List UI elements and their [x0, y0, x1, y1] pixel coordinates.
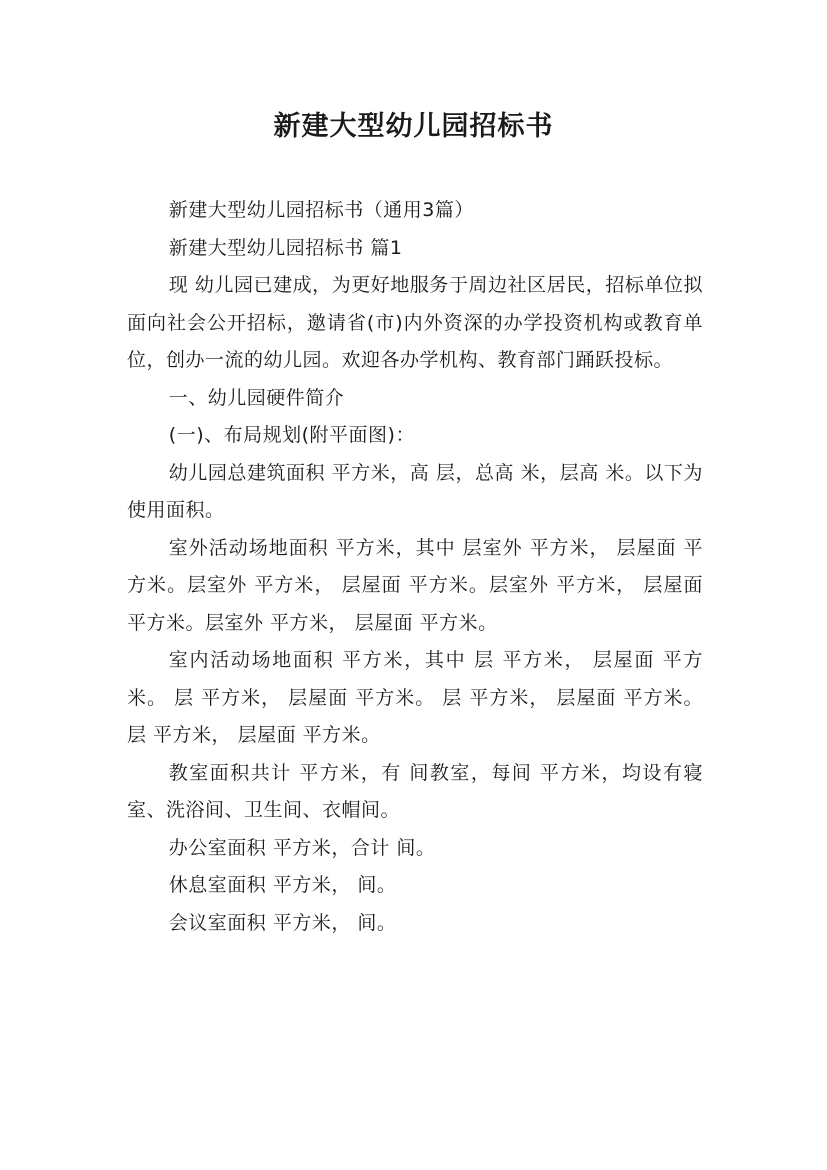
section-heading: 新建大型幼儿园招标书 篇1	[168, 236, 403, 259]
intro-paragraph: 现 幼儿园已建成，为更好地服务于周边社区居民，招标单位拟面向社会公开招标，邀请省(市)内外资深的办学投资机构或教育单位，创办一流的幼儿园。欢迎各办学机构、教育部门踊跃投标。	[127, 274, 703, 371]
paragraph: 幼儿园总建筑面积 平方米，高 层，总高 米，层高 米。以下为使用面积。	[127, 461, 703, 521]
paragraph: 室内活动场地面积 平方米，其中 层 平方米， 层屋面 平方米。 层 平方米， 层屋面 平方米。 层 平方米， 层屋面 平方米。 层 平方米， 层屋面 平方米。	[127, 649, 703, 746]
document-title: 新建大型幼儿园招标书	[273, 111, 554, 142]
paragraph: 休息室面积 平方米， 间。	[168, 874, 397, 896]
paragraph: 会议室面积 平方米， 间。	[168, 911, 397, 934]
chapter-heading: 一、幼儿园硬件简介	[168, 386, 345, 409]
paragraph: 室外活动场地面积 平方米，其中 层室外 平方米， 层屋面 平方米。层室外 平方米， 层屋面 平方米。层室外 平方米， 层屋面 平方米。层室外 平方米， 层屋面 平方米。	[127, 536, 703, 634]
subsection-heading: (一)、布局规划(附平面图)：	[168, 424, 415, 446]
document-body	[127, 192, 703, 942]
paragraph: 办公室面积 平方米，合计 间。	[168, 836, 436, 859]
subtitle-paragraph: 新建大型幼儿园招标书（通用3篇）	[168, 199, 474, 221]
paragraph: 教室面积共计 平方米，有 间教室，每间 平方米，均设有寝室、洗浴间、卫生间、衣帽间。	[127, 761, 703, 821]
